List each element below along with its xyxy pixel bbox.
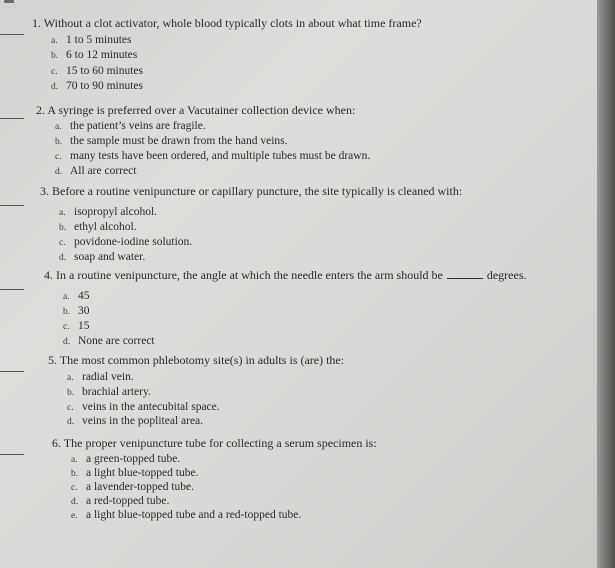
question-text [40,184,462,198]
option-letter: d. [67,417,75,427]
option-text: 15 to 60 minutes [66,65,143,77]
question-text [52,436,377,450]
option-letter: c. [51,67,58,77]
option-letter: a. [71,455,78,465]
option [63,334,155,349]
option-text: 30 [78,305,90,317]
question-prompt: The proper venipuncture tube for collecting a serum specimen is: [63,436,377,450]
option-letter: d. [63,337,71,347]
option [51,64,143,79]
option-text: the patient’s veins are fragile. [70,120,206,132]
question-number: 5. [48,353,57,367]
option-text: a light blue-topped tube. [86,467,199,479]
option-letter: b. [55,137,63,147]
question-number: 2. [36,103,45,117]
option-letter: d. [51,82,59,92]
option-text: brachial artery. [82,386,151,398]
option [59,235,192,250]
option-letter: a. [59,208,66,218]
option-letter: b. [51,51,59,61]
question-prompt: In a routine venipuncture, the angle at which the needle enters the arm should be [56,268,443,282]
option [71,452,180,467]
option [71,508,301,523]
answer-blank[interactable] [0,454,24,455]
option-letter: b. [67,388,75,398]
option [51,79,143,94]
option [59,220,137,235]
option [63,319,90,334]
option-text: ethyl alcohol. [74,221,137,233]
option [71,494,169,509]
option [63,289,90,304]
option-letter: a. [51,36,58,46]
page-edge-shadow [597,0,615,568]
option [51,33,132,48]
option-letter: a. [67,373,74,383]
option-text: None are correct [78,335,155,347]
option [55,134,288,149]
option [71,466,198,481]
answer-blank[interactable] [0,118,24,119]
option-text: All are correct [70,165,137,177]
option-text: veins in the popliteal area. [82,415,204,427]
option-letter: c. [67,403,74,413]
option-text: radial vein. [82,371,134,383]
option [67,414,203,429]
option [63,304,90,319]
option-text: veins in the antecubital space. [82,401,220,413]
question-prompt: The most common phlebotomy site(s) in adults is (are) the: [59,353,345,367]
option-letter: e. [71,511,78,521]
option-text: isopropyl alcohol. [74,206,158,218]
option-text: a red-topped tube. [86,495,170,507]
option-letter: d. [59,253,67,263]
question-number: 6. [52,436,61,450]
option [71,480,194,495]
question-text [48,353,344,367]
answer-blank[interactable] [0,371,24,372]
question-number: 3. [40,184,49,198]
option [67,385,151,400]
option [67,370,134,385]
option [59,205,157,220]
question-suffix: degrees. [486,268,527,282]
option [51,48,137,63]
option-letter: b. [59,223,67,233]
question-text [36,103,355,117]
top-edge-mark [4,0,14,3]
option-letter: c. [59,238,66,248]
answer-blank[interactable] [0,289,24,290]
degrees-blank[interactable] [447,278,483,279]
option-text: povidone-iodine solution. [74,236,193,248]
option-text: soap and water. [74,251,146,263]
option-letter: b. [71,469,79,479]
option-text: 6 to 12 minutes [66,49,138,61]
option-text: 15 [78,320,90,332]
question-prompt: Without a clot activator, whole blood typically clots in about what time frame? [43,16,422,30]
answer-blank[interactable] [0,205,24,206]
question-prompt: Before a routine venipuncture or capillary puncture, the site typically is cleaned with: [52,184,463,198]
option-text: a light blue-topped tube and a red-topped tube. [86,509,302,521]
option-text: a green-topped tube. [86,453,181,465]
option-letter: c. [55,152,62,162]
option [55,149,370,164]
option-letter: d. [71,497,79,507]
answer-blank[interactable] [0,34,24,35]
option-letter: a. [55,122,62,132]
question-number: 4. [44,268,53,282]
option-text: the sample must be drawn from the hand veins. [70,135,288,147]
option-text: 70 to 90 minutes [66,80,143,92]
option-letter: c. [71,483,78,493]
option-letter: b. [63,307,71,317]
option-text: 45 [78,290,90,302]
option-text: 1 to 5 minutes [66,34,132,46]
question-prompt: A syringe is preferred over a Vacutainer collection device when: [47,103,356,117]
option-letter: c. [63,322,70,332]
option [55,164,136,179]
question-text [32,16,422,30]
option-letter: d. [55,167,63,177]
option [59,250,145,265]
option-letter: a. [63,292,70,302]
option [67,400,220,415]
option-text: many tests have been ordered, and multiple tubes must be drawn. [70,150,371,162]
question-number: 1. [32,16,41,30]
option [55,119,206,134]
option-text: a lavender-topped tube. [86,481,195,493]
question-text [44,268,527,282]
